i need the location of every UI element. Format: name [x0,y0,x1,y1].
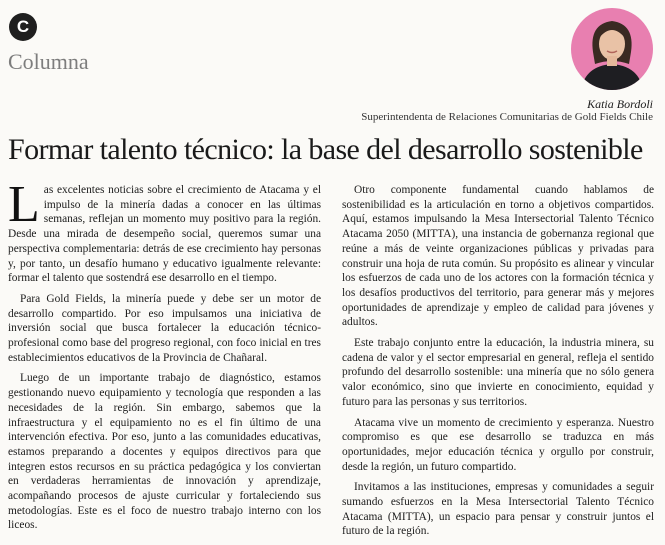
article-column-right [342,183,654,545]
body-paragraph: Invitamos a las instituciones, empresas y comunidades a seguir sumando esfuerzos en la Mesa Intersectorial Talento Técnico Atacama (MITTA), un espacio para pensar y construir juntos el futuro de la región. [342,481,654,538]
body-paragraph: Las excelentes noticias sobre el crecimiento de Atacama y el impulso de la minería dadas a conocer en las últimas semanas, reflejan un momento muy positivo para la región. Desde una mirada de desempeño social, queremos sumar una perspectiva complementaria: detrás de ese crecimiento hay personas y, por tanto, un desafío humano y educativo igualmente relevante: formar el talento que sostendrá ese desarrollo en el tiempo. [8,176,321,285]
author-role: Superintendenta de Relaciones Comunitarias de Gold Fields Chile [361,111,653,123]
article-headline: Formar talento técnico: la base del desarrollo sostenible [8,133,643,166]
section-badge: C [9,13,37,41]
author-portrait [571,8,653,90]
section-label: Columna [8,49,89,74]
body-paragraph: Luego de un importante trabajo de diagnóstico, estamos gestionando nuevo equipamiento y tecnología que responden a las necesidades de la región. Sin embargo, sabemos que la infraestructura y el equipamiento no es el fin último de una intervención efectiva. Por eso, junto a las comunidades educativas, estamos preparando a docentes y equipos directivos para que integren estos recursos en su práctica pedagógica y los conviertan en verdaderas herramientas de innovación y aprendizaje, acompañando procesos de ajuste curricular y fortaleciendo sus metodologías. Este es el foco de nuestro trabajo interno con los liceos. [8,372,321,532]
body-paragraph: Para Gold Fields, la minería puede y debe ser un motor de desarrollo compartido. Por eso impulsamos una iniciativa de inversión social que busca fortalecer la educación técnico-profesional como base del progreso regional, con foco inicial en tres establecimientos educativos de la Provincia de Chañaral. [8,292,321,364]
body-paragraph: Este trabajo conjunto entre la educación, la industria minera, su cadena de valor y el sector empresarial en general, refleja el sentido profundo del desarrollo sostenible: una minería que no sólo genera valor económico, sino que invierte en conocimiento, equidad y futuro para las personas y sus territorios. [342,337,654,408]
body-paragraph: Atacama vive un momento de crecimiento y esperanza. Nuestro compromiso es que ese desarrollo se traduzca en más oportunidades, mejor educación técnica y orgullo por construir, desde la región, un futuro compartido. [342,416,654,473]
article-column-left [8,176,321,539]
body-paragraph: Otro componente fundamental cuando hablamos de sostenibilidad es la articulación en torno a objetivos compartidos. Aquí, estamos impulsando la Mesa Intersectorial Talento Técnico Atacama 2050 (MITTA), una instancia de gobernanza regional que reúne a más de veinte organizaciones públicas y privadas para construir una hoja de ruta común. Su propósito es alinear y vincular los esfuerzos de cada uno de los actores con la formación técnica y los desafíos productivos del territorio, para generar más y mejores oportunidades de aprendizaje y empleo de calidad para jóvenes y adultos. [342,184,654,329]
drop-cap: L [8,176,40,233]
author-name: Katia Bordoli [587,97,653,111]
